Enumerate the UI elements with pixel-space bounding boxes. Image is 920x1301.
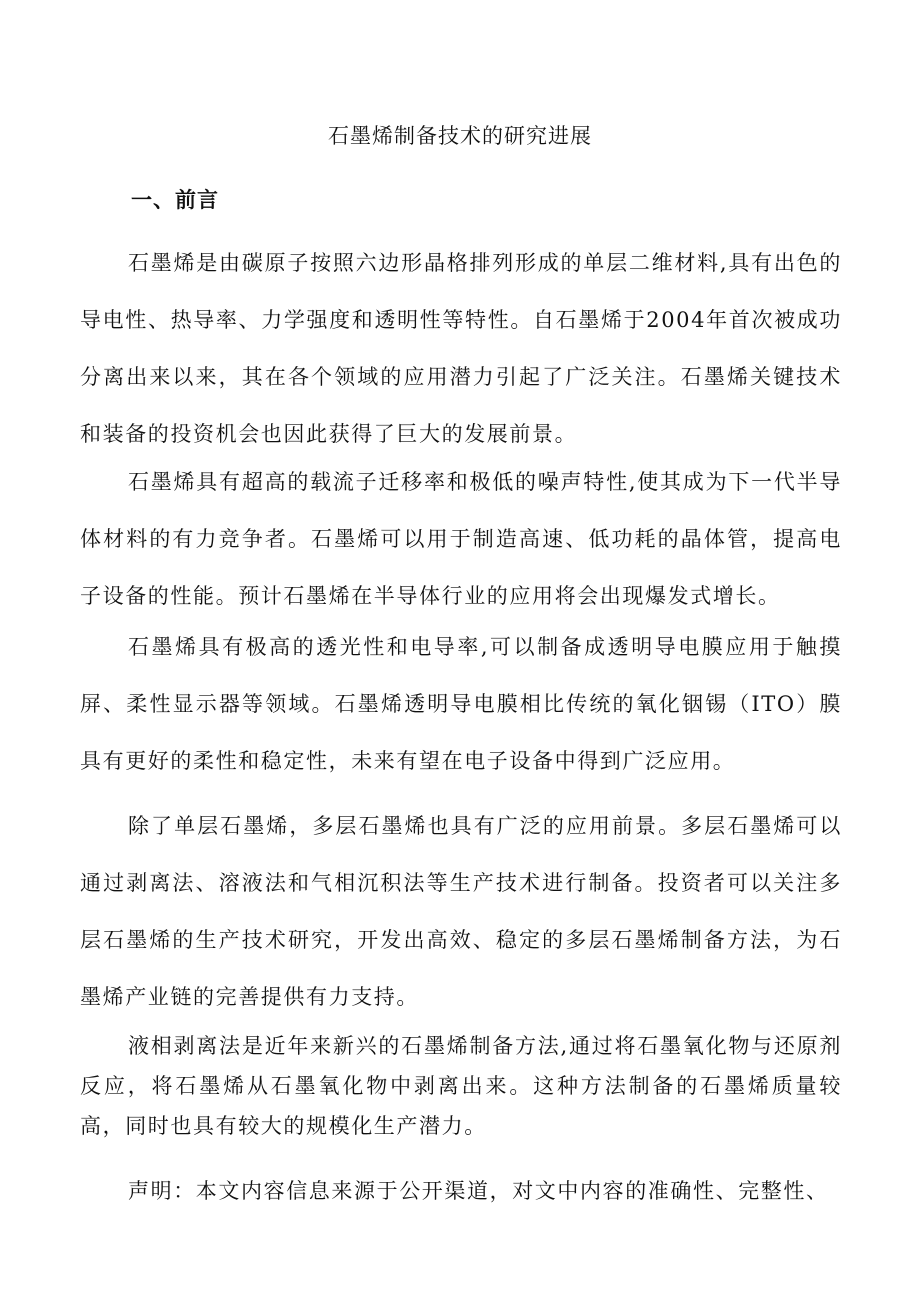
paragraph-multilayer: 除了单层石墨烯，多层石墨烯也具有广泛的应用前景。多层石墨烯可以通过剥离法、溶液法和气相沉积法等生产技术进行制备。投资者可以关注多层石墨烯的生产技术研究，开发出高效、稳定的多层石墨烯制备方法，为石墨烯产业链的完善提供有力支持。 (80, 814, 842, 1009)
paragraph-intro: 石墨烯是由碳原子按照六边形晶格排列形成的单层二维材料,具有出色的导电性、热导率、力学强度和透明性等特性。自石墨烯于2004年首次被成功分离出来以来，其在各个领域的应用潜力引起了广泛关注。石墨烯关键技术和装备的投资机会也因此获得了巨大的发展前景。 (80, 251, 842, 446)
paragraph-disclaimer: 声明：本文内容信息来源于公开渠道，对文中内容的准确性、完整性、 (128, 1179, 829, 1203)
section-heading-preface: 一、前言 (131, 187, 219, 212)
paragraph-semiconductor: 石墨烯具有超高的载流子迁移率和极低的噪声特性,使其成为下一代半导体材料的有力竞争者。石墨烯可以用于制造高速、低功耗的晶体管，提高电子设备的性能。预计石墨烯在半导体行业的应用将会出现爆发式增长。 (80, 470, 842, 608)
document-title: 石墨烯制备技术的研究进展 (328, 124, 592, 148)
paragraph-transparent-film: 石墨烯具有极高的透光性和电导率,可以制备成透明导电膜应用于触摸屏、柔性显示器等领域。石墨烯透明导电膜相比传统的氧化铟锡（ITO）膜具有更好的柔性和稳定性，未来有望在电子设备中得到广泛应用。 (80, 635, 842, 773)
paragraph-liquid-exfoliation: 液相剥离法是近年来新兴的石墨烯制备方法,通过将石墨氧化物与还原剂反应，将石墨烯从石墨氧化物中剥离出来。这种方法制备的石墨烯质量较高，同时也具有较大的规模化生产潜力。 (80, 1034, 842, 1138)
